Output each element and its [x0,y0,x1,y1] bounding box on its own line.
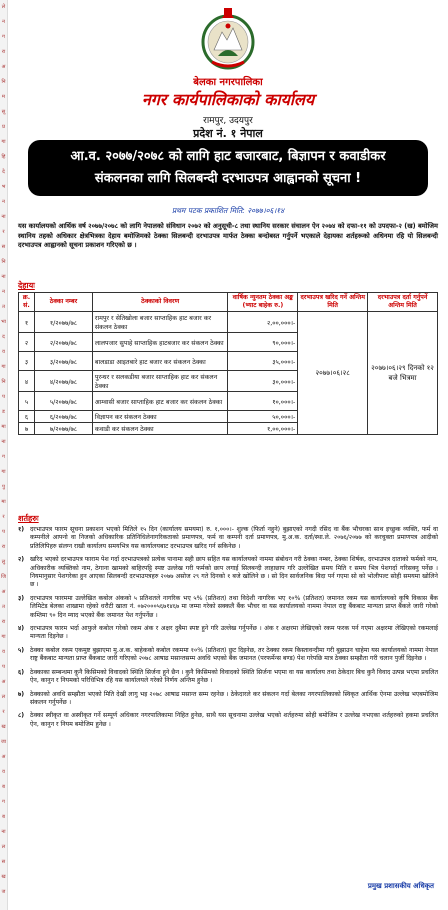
terms-label: शर्तहरुः [18,514,39,523]
strip-glyph: ना [1,274,6,280]
cell-description: पुरन्धर र सलकडीया बजार साप्ताहिक हाट कर संकलन ठेक्का [92,371,228,392]
strip-glyph: म [2,94,5,100]
cell-amount: ५०,०००।- [228,411,298,423]
strip-glyph: नि [1,259,6,265]
strip-glyph: स [1,244,6,250]
adjacent-page-strip [0,0,8,910]
strip-glyph: अ [1,754,6,760]
strip-glyph: नि [1,379,6,385]
cell-sn: ६ [19,411,35,423]
strip-glyph: त [2,304,5,310]
office-address: रामपुर, उदयपुर [203,116,253,126]
strip-glyph: ले [1,4,6,10]
strip-glyph: भ [1,184,6,190]
strip-glyph: ना [1,214,6,220]
strip-glyph: ज [1,889,6,895]
strip-glyph: ग [2,34,5,40]
term-text: ठेक्काका सम्बन्धमा कुनै किसिमको विवादको स्थिति सिर्जना हुने छैन । कुनै किसिमको विवादको स्थिति सिर्जना भएमा वा यस कार्यालय तथा ठेकेदार बिच कुनै विवाद उत्पन्न भएमा प्रचलित ऐन, कानुन र नियमको परिधिभित्र रहि यस कार्यालयले गरेको निर्णय अन्तिम हुनेछ । [30,668,438,685]
cell-submission-deadline: २०७७।०६।२९ दिनको १२ बजे भित्रमा [368,312,438,435]
terms-list [18,526,438,729]
term-item [18,556,438,590]
strip-glyph: र [2,229,5,235]
term-item [18,595,438,620]
strip-glyph: गा [1,364,6,370]
strip-glyph: ग [2,454,5,460]
strip-glyph: ल [1,694,6,700]
strip-glyph: न [2,19,5,25]
cell-purchase-deadline: २०७७।०६।२८ [298,312,368,435]
strip-glyph: भा [1,319,6,325]
strip-glyph: रा [1,544,6,550]
cell-description: लालपजार सुपाहे साप्ताहिक हाटबजार कर संकलन ठेक्का [92,333,228,352]
strip-glyph: ख [1,874,6,880]
province-line: प्रदेश नं. १ नेपाल [193,127,263,140]
strip-glyph: अ [1,589,6,595]
cell-description: रामपुर र सेतिखोला बजार साप्ताहिक हाट बजार कर संकलन ठेक्का [92,312,228,333]
strip-glyph: जा [0,739,6,745]
strip-glyph: पु [2,484,5,490]
cell-contract-no: ५/२०७७/७८ [34,392,92,411]
strip-glyph: मा [1,424,6,430]
term-text: ठेक्काको अवधि सम्झौता भएको मिति देखी लागु भइ २०७८ आषाढ मसान्त सम्म रहनेछ । ठेकेदारले कर संकलन गर्दा बेलका नगरपालिकाको स्विकृत आर्थिक ऐनमा उल्लेख भएबमोजिम संकलन गर्नुपर्नेछ । [30,690,438,706]
cell-description: आम्वासी बजार साप्ताहिक हाट बजार कर संकलन ठेक्का [92,392,228,411]
term-number: ६) [18,668,25,676]
strip-glyph: गा [1,469,6,475]
term-text: दरभाउपत्र फारम सूचना प्रकाशन भएको मितिले १५ दिन (कार्यालय समयमा) रु. १,०००।- शुल्क (फिर्ता नहुने) बुझाएको नगदी रसिद वा बैंक भौचरका साथ इच्छुक व्यक्ति, फर्म वा कम्पनीले आफ्नो वा निजको अधिकारिक प्रतिनिधिलेनागरिकताको प्रमाणपत्र, फर्म वा कम्पनी दर्ता प्रमाणपत्र, मु.अ.क. दर्ता/स्था.ले. २०७६/२०७७ को करचुक्ता प्रमाणपत्र आदीको प्रतिलिपिहरु संलग्न राखी कार्यालय समयभित्र यस कार्यालयबाट दरभाउपत्र खरिद गर्न सकिनेछ । [30,526,438,550]
cell-sn: ३ [19,352,35,371]
term-text: दरभाउपत्र फारममा उल्लेखित कबोल अंकको ५ प्रतिशतले नागरिक भए ५% (प्रतिशत) तथा विदेशी नागरिक भए १०% (प्रतिशत) जमानत रकम यस कार्यालयको कृषि विकास बैंक लिमिटेड बेलका शाखामा रहेको धरौटी खाता नं. ०७२०००५६७१४६७ मा जम्मा गरेको सक्कलै बैंक भौचर वा यस कार्यालयको नाममा नेपाल राष्ट्र बैंकबाट मान्यता प्राप्त बैंकले जारी गरेको कम्तिमा ९० दिन म्याद भएको बैंक जमानत पेश गर्नुपर्नेछ । [30,594,438,619]
cell-sn: ४ [19,371,35,392]
strip-glyph: व [2,649,5,655]
term-number: १) [18,526,25,533]
strip-glyph: सू [1,109,6,115]
strip-glyph: ना [1,439,6,445]
strip-glyph: प [2,529,5,535]
notice-page [12,0,444,910]
banner-line-2: संकलनका लागि सिलबन्दी दरभाउपत्र आह्वानको सूचना ! [94,171,362,186]
term-text: ठेक्का कबोल रकम एकमुष्ट बुझाएमा मु.अ.क. बाहेकको कबोल रकममा १०% (प्रतिशत) छुट दिइनेछ, तर ठेक्का रकम किस्तावन्दीमा गरी बुझाउन चाहेमा यस कार्यालयको नाममा नेपाल राष्ट्र बैंकबाट मान्यता प्राप्त बैंकबाट जारी गरिएको २०७८ आषाढ मसान्तसम्म अवधि भएको बैंक जमानत (परफर्मेन्स बण्ड) पेश गरेपछि मात्र ठेक्का सम्झौता गरी चलान पुर्जी दिइनेछ । [30,646,438,663]
term-number: ८) [18,712,25,720]
banner-line-1: आ.व. २०७७/२०७८ को लागि हाट बजारबाट, बिज्ञापन र कवाडीकर [70,149,386,164]
strip-glyph: ब [2,814,5,820]
strip-glyph: नि [1,79,6,85]
strip-glyph: स [1,859,6,865]
term-item [18,625,438,642]
strip-glyph: मा [1,499,6,505]
strip-glyph: गा [1,139,6,145]
intro-paragraph: यस कार्यालयको आर्थिक वर्ष २०७७/२०७८ को लागि नेपालको संविधान २०७२ को अनुसूची-८ तथा स्थानिय सरकार संचालन ऐन २०७४ को दफा-११ को उपदफा-२ (ख) बमोजिम स्थानिय तहको अधिकार क्षेत्रभित्रका देहाय बमोजिमको ठेक्का सिलबन्दी दरभाउपत्र मार्फत ठेक्का बन्दोबस्त गर्नुपर्ने भएकाले देहायका शर्तहरूको अधिनमा रहि यो सिलबन्दी दरभाउपत्र आह्वानको सूचना प्रकाशन गरिएको छ । [18,222,438,249]
strip-glyph: अ [1,679,6,685]
strip-glyph: हि [1,154,6,160]
term-item [18,669,438,686]
cell-contract-no: ३/२०७७/७८ [34,352,92,371]
strip-glyph: लु [1,559,6,565]
nepal-emblem-icon [200,6,256,72]
details-label: देहायः [18,281,35,290]
cell-contract-no: ७/२०७७/७८ [34,423,92,435]
strip-glyph: गा [1,634,6,640]
col-sn: क्र. सं. [19,293,35,312]
table-header-row [19,293,438,312]
strip-glyph: न [2,289,5,295]
cell-amount: २,००,०००।- [228,312,298,333]
strip-glyph: जि [0,574,6,580]
term-number: ५) [18,646,25,654]
strip-glyph: न [2,199,5,205]
office-title: नगर कार्यपालिकाको कार्यालय [141,90,315,109]
term-number: ४) [18,625,25,633]
cell-description: कवाडी कर संकलन ठेक्का [92,423,228,435]
strip-glyph: ल [1,844,6,850]
col-submission-deadline: दरभाउपत्र दर्ता गर्नुपर्ने अन्तिम मिति [368,293,438,312]
strip-glyph: रा [1,49,6,55]
strip-glyph: ड [2,409,5,415]
cell-contract-no: ४/२०७७/७८ [34,371,92,392]
cell-amount: १०,०००।- [228,392,298,411]
strip-glyph: ना [1,829,6,835]
strip-glyph: ब [2,784,5,790]
cell-amount: ९०,०००।- [228,333,298,352]
table-row [19,312,438,333]
cell-amount: ३०,०००।- [228,371,298,392]
col-amount: वार्षिक न्युनतम ठेक्का अङ्क (भ्याट बाहेक रु.) [228,293,298,312]
term-number: २) [18,556,25,564]
term-text: ठेक्का स्वीकृत वा अस्वीकृत गर्ने सम्पूर्ण अधिकार नगरपालिकामा निहित हुनेछ, साथै यस सूचनामा उल्लेख भएको शर्तहरुमा सोही बमोजिम र उल्लेख नभएका शर्तहरुको हकमा प्रचलित ऐन, कानुन र नियम बमोजिम हुनेछ । [30,712,438,728]
cell-amount: १,००,०००।- [228,423,298,435]
strip-glyph: व [2,769,5,775]
strip-glyph: ग [2,799,5,805]
notice-banner [28,140,428,196]
cell-contract-no: ६/२०७७/७८ [34,411,92,423]
term-number: ७) [18,690,25,698]
strip-glyph: रा [1,619,6,625]
term-item [18,526,438,551]
strip-glyph: ख [1,724,6,730]
publication-date: प्रथम पटक प्रकाशित मिति: २०७७।०६।१४ [171,206,285,215]
col-description: ठेक्काको विवरण [92,293,228,312]
org-name: बेलका नगरपालिका [193,77,263,88]
term-text: दरभाउपत्र फारम भर्दा आफुले कबोल गरेको रकम अंक र अक्षर दुबैमा स्पष्ट हुने गरि उल्लेख गर्नुपर्नेछ । अंक र अक्षरमा लेखिएको रकम फरक पर्न गएमा अक्षरमा लेखिएको रकमलाई मान्यता दिइनेछ । [30,625,438,641]
cell-sn: ७ [19,423,35,435]
strip-glyph: प्र [2,124,5,130]
term-item [18,647,438,664]
strip-glyph: र [2,709,5,715]
signatory-title: प्रमुख प्रशासकीय अधिकृत [367,882,434,890]
term-text: खरिद भएको दरभाउपत्र फाराम पेश गर्दा दरभाउपत्रको प्रत्येक पानामा सही छाप सहित यस कार्यालयको नाममा संबोधन गरी ठेक्का नम्बर, ठेक्का शिर्षक, दरभाउपत्र दाताको फर्मको नाम, अधिकारीक व्यक्तिको नाम, ठेगाना खामको बाहिरपट्टि स्पष्ट उल्लेख गरी फर्मको छाप लगाई सिलबन्दी लाहाछाप गरि उल्लेखित समय मिति र समय भित्र पेशगर्दा गरिसक्नु पर्नेछ । नियमानुसार पेशगरेका हुन आएका सिलबन्दी दरभाउपत्रहरु २०७७ असोज २९ गते दिनको १ बजे खोलिने छ । सो दिन सार्वजनिक बिदा पर्न गएमा सो को भोलीपल्ट सोही समयमा खोलिने छ । [30,556,438,589]
strip-glyph: दे [2,169,5,175]
term-number: ३) [18,594,25,602]
strip-glyph: द [2,334,5,340]
strip-glyph: त [2,604,5,610]
term-item [18,691,438,708]
col-purchase-deadline: दरभाउपत्र खरिद गर्ने अन्तिम मिति [298,293,368,312]
col-contract-no: ठेक्का नम्बर [34,293,92,312]
strip-glyph: र [2,514,5,520]
contracts-table [18,292,438,435]
strip-glyph: व [2,349,5,355]
cell-sn: २ [19,333,35,352]
cell-sn: १ [19,312,35,333]
strip-glyph: प [2,664,5,670]
cell-description: बालडाडा आइतबारे हाट बजार कर संकलन ठेक्का [92,352,228,371]
cell-description: विज्ञापन कर संकलन ठेक्का [92,411,228,423]
cell-amount: ३५,०००।- [228,352,298,371]
cell-contract-no: २/२०७७/७८ [34,333,92,352]
cell-contract-no: १/२०७७/७८ [34,312,92,333]
strip-glyph: अ [1,64,6,70]
strip-glyph: प [2,394,5,400]
term-item [18,712,438,729]
cell-sn: ५ [19,392,35,411]
